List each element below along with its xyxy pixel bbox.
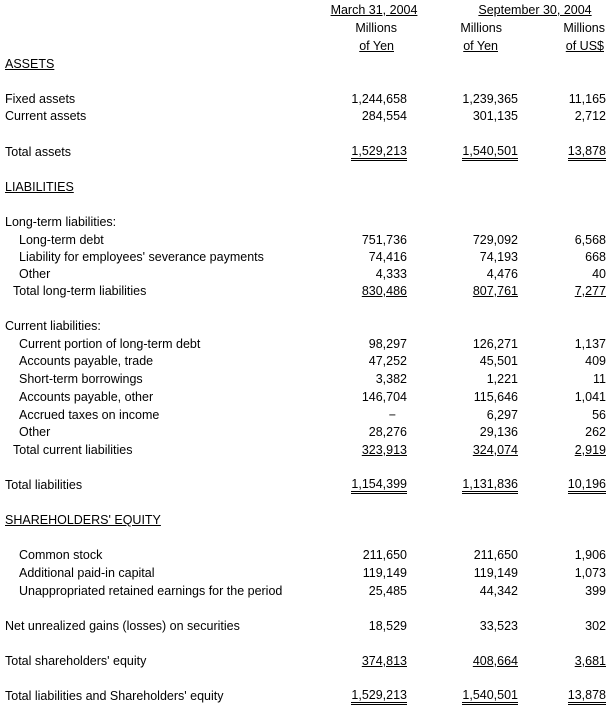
value-mar-2004: 146,704 (361, 390, 407, 404)
section-liabilities (0, 179, 614, 196)
row-label: Fixed assets (5, 92, 76, 106)
value-mar-2004: 74,416 (368, 250, 407, 264)
row-label: Common stock (19, 548, 103, 562)
value-sep-2004-usd: 302 (585, 619, 606, 633)
table-row (0, 91, 614, 108)
value-mar-2004: 119,149 (362, 566, 407, 580)
value-mar-2004: 323,913 (361, 443, 407, 457)
table-row (0, 371, 614, 388)
value-mar-2004: − (388, 408, 396, 422)
value-sep-2004-usd: 7,277 (574, 284, 606, 298)
col3-unit-line1: Millions (563, 21, 605, 35)
col1-unit-line1: Millions (355, 21, 397, 35)
row-label: Total current liabilities (13, 443, 133, 457)
value-sep-2004-yen: 4,476 (486, 267, 518, 281)
row-label: Total assets (5, 145, 72, 159)
row-label: Other (19, 267, 51, 281)
row-label: Liability for employees' severance payments (19, 250, 264, 264)
value-sep-2004-yen: 211,650 (473, 548, 518, 562)
value-sep-2004-yen: 408,664 (472, 654, 518, 668)
row-label: Additional paid-in capital (19, 566, 155, 580)
value-sep-2004-yen: 33,523 (479, 619, 518, 633)
row-label: Accounts payable, other (19, 390, 154, 404)
table-row (0, 336, 614, 353)
value-sep-2004-yen: 324,074 (472, 443, 518, 457)
table-row (0, 407, 614, 424)
value-sep-2004-usd: 1,073 (574, 566, 606, 580)
value-sep-2004-usd: 40 (592, 267, 606, 281)
value-mar-2004: 211,650 (362, 548, 407, 562)
value-sep-2004-usd: 1,906 (574, 548, 606, 562)
value-sep-2004-usd: 668 (585, 250, 606, 264)
subsection-header (0, 318, 614, 335)
value-mar-2004: 1,154,399 (351, 477, 407, 494)
row-label: Long-term debt (19, 233, 104, 247)
value-sep-2004-usd: 13,878 (568, 144, 606, 161)
row-label: Current assets (5, 109, 87, 123)
date-header-march: March 31, 2004 (330, 3, 418, 17)
table-row (0, 424, 614, 441)
value-sep-2004-usd: 13,878 (568, 688, 606, 705)
value-mar-2004: 1,529,213 (351, 688, 407, 705)
table-row (0, 232, 614, 249)
value-sep-2004-yen: 301,135 (472, 109, 518, 123)
subsection-header (0, 214, 614, 231)
value-sep-2004-usd: 3,681 (574, 654, 606, 668)
row-label: Total liabilities and Shareholders' equity (5, 689, 224, 703)
value-sep-2004-yen: 119,149 (473, 566, 518, 580)
value-sep-2004-yen: 44,342 (479, 584, 518, 598)
value-mar-2004: 284,554 (361, 109, 407, 123)
col1-unit-line2: of Yen (359, 39, 394, 53)
table-row-subtotal (0, 653, 614, 670)
section-heading: LIABILITIES (5, 180, 74, 194)
value-sep-2004-yen: 126,271 (472, 337, 518, 351)
value-mar-2004: 4,333 (375, 267, 407, 281)
value-sep-2004-yen: 6,297 (486, 408, 518, 422)
value-sep-2004-usd: 2,712 (574, 109, 606, 123)
table-row (0, 249, 614, 266)
row-label: Total shareholders' equity (5, 654, 147, 668)
value-mar-2004: 47,252 (368, 354, 407, 368)
table-row-total (0, 144, 614, 161)
table-row-subtotal (0, 442, 614, 459)
value-sep-2004-yen: 74,193 (479, 250, 518, 264)
row-label: Unappropriated retained earnings for the period (19, 584, 283, 598)
table-row (0, 108, 614, 125)
value-sep-2004-yen: 1,239,365 (462, 92, 518, 106)
row-label: Other (19, 425, 51, 439)
table-row (0, 353, 614, 370)
value-mar-2004: 374,813 (361, 654, 407, 668)
row-label: Total liabilities (5, 478, 83, 492)
table-row (0, 583, 614, 600)
value-sep-2004-usd: 11 (593, 372, 606, 386)
value-sep-2004-yen: 1,131,836 (462, 477, 518, 494)
value-mar-2004: 3,382 (375, 372, 407, 386)
value-sep-2004-yen: 115,646 (473, 390, 518, 404)
value-sep-2004-usd: 6,568 (574, 233, 606, 247)
row-label: Current portion of long-term debt (19, 337, 201, 351)
row-label: Long-term liabilities: (5, 215, 117, 229)
table-row (0, 547, 614, 564)
value-mar-2004: 28,276 (368, 425, 407, 439)
value-sep-2004-usd: 409 (585, 354, 606, 368)
value-sep-2004-usd: 399 (585, 584, 606, 598)
section-equity (0, 512, 614, 529)
value-sep-2004-yen: 45,501 (479, 354, 518, 368)
value-mar-2004: 25,485 (368, 584, 407, 598)
row-label: Accounts payable, trade (19, 354, 154, 368)
value-sep-2004-usd: 10,196 (568, 477, 606, 494)
row-label: Accrued taxes on income (19, 408, 160, 422)
value-mar-2004: 751,736 (361, 233, 407, 247)
row-label: Net unrealized gains (losses) on securities (5, 619, 240, 633)
col2-unit-line2: of Yen (463, 39, 498, 53)
table-row-subtotal (0, 283, 614, 300)
row-label: Current liabilities: (5, 319, 101, 333)
value-sep-2004-usd: 262 (585, 425, 606, 439)
row-label: Short-term borrowings (19, 372, 143, 386)
value-sep-2004-usd: 56 (592, 408, 606, 422)
date-header-september: September 30, 2004 (478, 3, 592, 17)
section-heading: SHAREHOLDERS' EQUITY (5, 513, 161, 527)
value-sep-2004-yen: 807,761 (472, 284, 518, 298)
value-sep-2004-yen: 29,136 (479, 425, 518, 439)
value-sep-2004-yen: 1,221 (486, 372, 518, 386)
row-label: Total long-term liabilities (13, 284, 147, 298)
value-mar-2004: 830,486 (361, 284, 407, 298)
section-heading: ASSETS (5, 57, 55, 71)
value-sep-2004-yen: 729,092 (472, 233, 518, 247)
value-mar-2004: 1,244,658 (351, 92, 407, 106)
value-sep-2004-usd: 11,165 (568, 92, 606, 106)
section-assets (0, 56, 614, 73)
col3-unit-line2: of US$ (565, 39, 604, 53)
table-row (0, 389, 614, 406)
table-row-total (0, 688, 614, 705)
table-row (0, 618, 614, 635)
value-sep-2004-yen: 1,540,501 (462, 688, 518, 705)
col2-unit-line1: Millions (460, 21, 502, 35)
value-mar-2004: 1,529,213 (351, 144, 407, 161)
value-sep-2004-usd: 1,137 (574, 337, 606, 351)
value-mar-2004: 18,529 (368, 619, 407, 633)
value-sep-2004-yen: 1,540,501 (462, 144, 518, 161)
value-mar-2004: 98,297 (368, 337, 407, 351)
value-sep-2004-usd: 1,041 (574, 390, 606, 404)
table-row (0, 266, 614, 283)
table-row-total (0, 477, 614, 494)
table-row (0, 565, 614, 582)
value-sep-2004-usd: 2,919 (574, 443, 606, 457)
